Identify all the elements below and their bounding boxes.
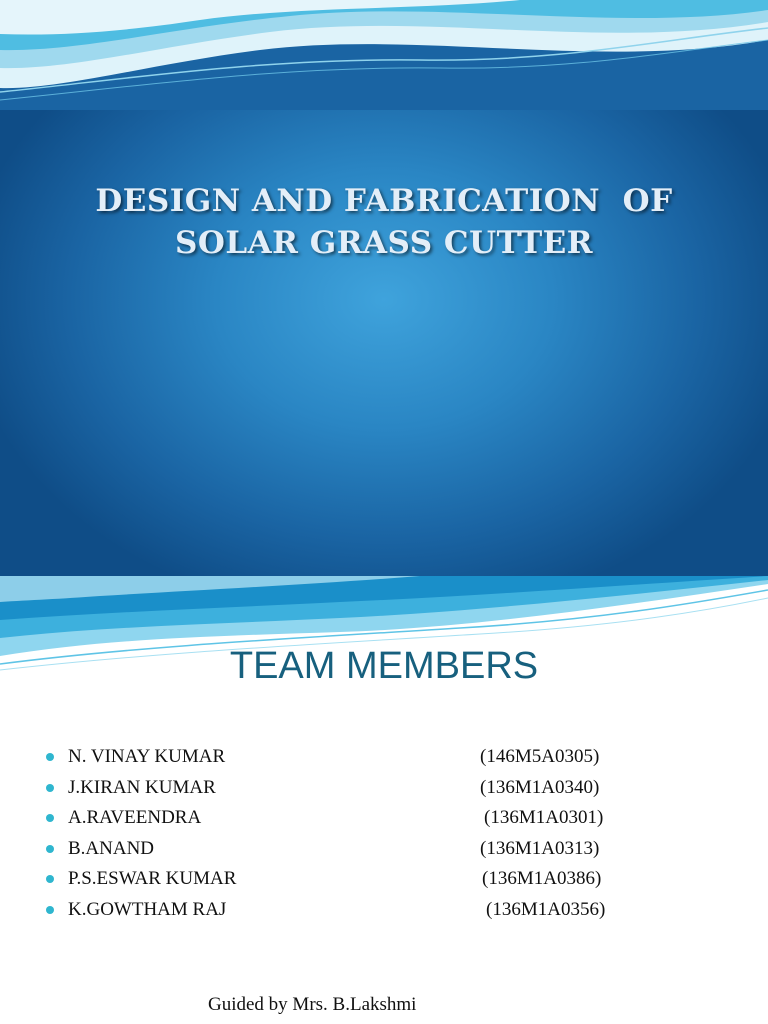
bullet-icon	[46, 845, 54, 853]
bullet-icon	[46, 906, 54, 914]
member-name: J.KIRAN KUMAR	[68, 776, 216, 798]
list-item	[46, 895, 686, 926]
team-slide	[0, 576, 768, 1024]
bullet-icon	[46, 753, 54, 761]
list-item	[46, 834, 686, 865]
list-item	[46, 864, 686, 895]
member-id: (136M1A0356)	[486, 898, 606, 920]
guided-by-text: Guided by Mrs. B.Lakshmi	[208, 994, 417, 1015]
title-line-2: SOLAR GRASS CUTTER	[174, 225, 594, 261]
list-item	[46, 773, 686, 804]
team-member-list	[46, 742, 686, 926]
member-name: K.GOWTHAM RAJ	[68, 898, 227, 920]
member-name: A.RAVEENDRA	[68, 807, 202, 829]
member-id: (136M1A0340)	[480, 776, 600, 798]
slide-title	[0, 180, 768, 264]
member-name: N. VINAY KUMAR	[68, 746, 226, 767]
bullet-icon	[46, 814, 54, 822]
member-name: B.ANAND	[68, 837, 155, 859]
title-line-1: DESIGN AND FABRICATION OF	[95, 183, 673, 219]
member-id: (136M1A0313)	[480, 837, 600, 859]
list-item	[46, 803, 686, 834]
wave-decoration-top	[0, 0, 768, 110]
member-id: (146M5A0305)	[480, 746, 600, 767]
member-name: P.S.ESWAR KUMAR	[68, 868, 237, 890]
member-id: (136M1A0386)	[482, 868, 602, 890]
member-id: (136M1A0301)	[484, 807, 604, 829]
list-item	[46, 742, 686, 773]
team-heading: TEAM MEMBERS	[229, 645, 539, 687]
bullet-icon	[46, 875, 54, 883]
bullet-icon	[46, 784, 54, 792]
